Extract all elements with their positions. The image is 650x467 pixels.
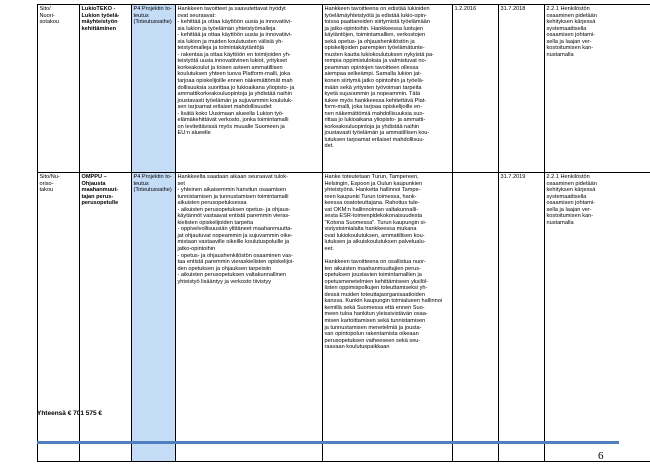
table-row [38,5,650,173]
implementation-cell: Hanke toteutetaan Turun, Tampereen, Helsingin, Espoon ja Oulun kaupunkien yhteistyönä. Hanketta hallinnoi Tampe- reen kaupunki Turun toimessa, hank- keessa osatoteuttajana. Rahoitus tule- vat OKM:n hallinnoiman valtakunnalli- sesta ESR-toimenpidekokonaisuudesta "Kotona Suomessa". Turun kaupungin si- vistystoimialalta hankkeessa mukana ovat lukiokoulutuksen, ammatillisen kou- lutuksen ja aikuiskoulutuksen palvelualu- eet. Hankkeen tavoitteena on osallistua nuor- ten aikuisten maahanmuuttajien perus- opetuksen joustavien toimintamallien ja opetusmenetelmien kehittämiseen yksilöl- listen oppimispolkujen toteuttamiseksi yh- dessä muiden toteuttajaorganisaatioiden kanssa. Kunkin kaupungin toimialueen hallinnoi kemillä sekä Suomessa että ennen Suo- meen tuloa hankitun yleissivistävän osaa- misen kartoittamisen sekä tunnistamisen ja tunnustamisen menetelmiä ja jousta- van opintopolun rakentamista oikeaan perusopetuksen vaiheeseen sekä seu- raavaan koulutuspaikkaan [323,173,453,462]
indicator-cell: 2.2.1 Henkilöstön osaaminen pidetään kehityksen kärjessä systemaattisella osaamisen johtami- sella ja laajan ver- kostoitumisen kan- nustamalla [545,5,650,173]
funding-cell: Sito/Nu- oriso- takou [38,173,80,462]
description-cell: Hankkeen tavoitteet ja saavutettavat hyödyt ovat seuraavat: - kehittää ja ottaa käyttöön uusia ja innovatiivi- sia lukion ja työelämän yhteistyömalleja - kehittää ja ottaa käyttöön uusia ja innovatiivi- sia lukion ja muiden koulutusten välisiä yh- teistyömalleja ja toimintakäytäntöjä - rakentaa ja ottaa käyttöön en toimijoiden yh- teistyötä uusia innovatiivinen lukiot, yritykset korkeakoulut ja toisen asteen ammatillisen koulutuksen yhteen tuova Platform-malli, joka tarjoaa opiskelijoille ennen näkemättömät mah dollisuuksia suorittaa jo lukioaikana yliopisto- ja ammattikorkeakouluopintoja ja yhdistää naihin joustavasti työelämän ja sujuvammin koulutuk- sen tarjoamat erilaiset mahdollisuudet - lisätä koko Uusimaan alueella Lukion työ- elämäkehittävät verkosto, jonka toimintamalli on levitettävissä myös muualle Suomeen ja EU:n alueelle [176,5,323,173]
goal-cell: P4 Projektin to- teutus (Toteutusvaihe) [132,5,176,173]
end-date-cell: 31.7.2018 [499,5,545,173]
total-amount: Yhteensä € 701 575 € [37,410,103,417]
goal-cell: P4 Projektin to- teutus (Toteutusvaihe) [132,173,176,462]
description-cell: Hankkeelta saadaan aikaan seuraavat tulok- set - yhteinen aikaisemmin hanvitun osaamisen tunnistamisen ja tunnustamisen toimintamalli aikuisten perusopetuksessa - aikuisten perusopetuksen opetus- ja ohjaus- käytännöt vastaavat entistä paremmin vieras- kielisten opiskelijoiden tarpeita - oppivelvollisuusiän ylittäneet maahanmuutta- jat ohjautuvat nopeammin ja sujuvammin oike- mistaan vastaaville oikeille koulutuspoluille ja jatko-opintoihin - opetus- ja ohjaushenkilöstön osaaminen vas- taa entistä paremmin vieraskielisten opiskelijoi- den opetuksen ja ohjauksen tarpeisiin - aikuisten perusopetuksen valtakunnallinen yhteistyö lisääntyy ja verkosto tiivistyy [176,173,323,462]
start-date-cell [453,173,499,462]
project-name-cell: LukioTEKO - Lukion työelä- mäyhteistyön kehittäminen [80,5,132,173]
funding-cell: Sito/ Nuori- sotakou [38,5,80,173]
project-name-cell: OMPPU – Ohjausta maahanmuut- tajan perus- perusopetulle [80,173,132,462]
indicator-cell: 2.2.1 Henkilöstön osaaminen pidetään kehityksen kärjessä systemaattisella osaamisen johtami- sella ja laajan ver- kostoitumisen kan- nustamalla [545,173,650,462]
end-date-cell: 31.7.2019 [499,173,545,462]
implementation-cell: Hankkeen tavoitteena on edistää lukioiden työelämäyhteistyötä ja edistää lukio-opin- toissa paattaneiden siirtymistä työelämään ja jatko-opintoihin. Hankkeessa luotujen käytäntöjen, toimintamallien, verkostojen sekä opetus- ja ohjaushenkilöstön ja opiskelijoiden parempien työelämätunte- musten kautta lukiokoulutuksen nykyistä pa- rempia oppimistuloksia ja valmistuvat no- peamman opintojen tavoitteen ollessa aiempaa selkeämpi. Samalla lukion jat- konen siirtymä jatko opintoihin ja työelä- mään sekä yritysten työvoiman tarpeita kyetä sujuvammin ja nopeammin. Tätä tukee myös hankkeessa kehitettävä Plat- form-malli, joka tarjoaa opiskelijoille en- nen näkemättömiä mahdollisuuksia suo- rittaa jo lukioaikana yliopisto- ja ammatti- korkeakouluopintoja ja yhdistää naihin joustavasti työelämän ja ammatillisen kou- lutuksen tarjoamat erilaiset mahdollisuu- det. [323,5,453,173]
project-table [37,4,650,462]
page-number: 6 [598,450,604,462]
start-date-cell: 1.2.2016 [453,5,499,173]
footer-divider [37,441,619,444]
table-row [38,173,650,462]
